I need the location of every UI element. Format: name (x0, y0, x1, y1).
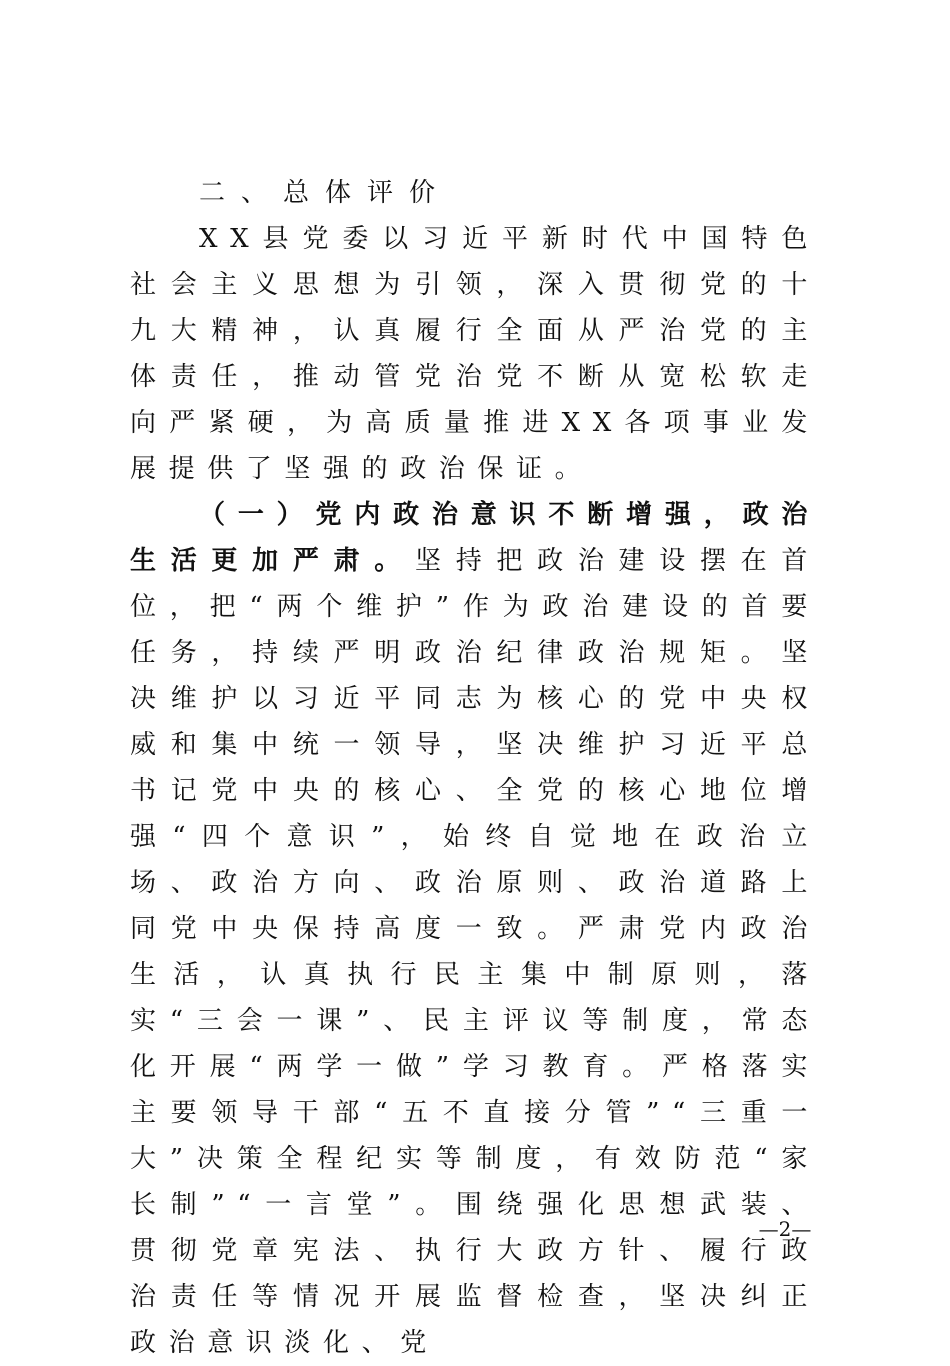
section-heading: 二、总体评价 (199, 178, 452, 208)
paragraph-body-text: 坚持把政治建设摆在首位，把“两个维护”作为政治建设的首要任务，持续严明政治纪律政治规矩。坚决维护以习近平同志为核心的党中央权威和集中统一领导，坚决维护习近平总书记党中央的核心、全党的核心地位增强“四个意识”，始终自觉地在政治立场、政治方向、政治原则、政治道路上同党中央保持高度一致。严肃党内政治生活，认真执行民主集中制原则，落实“三会一课”、民主评议等制度，常态化开展“两学一做”学习教育。严格落实主要领导干部“五不直接分管”“三重一大”决策全程纪实等制度，有效防范“家长制”“一言堂”。围绕强化思想武装、贯彻党章宪法、执行大政方针、履行政治责任等情况开展监督检查，坚决纠正政治意识淡化、党 (130, 546, 820, 1358)
paragraph-overview: XX县党委以习近平新时代中国特色社会主义思想为引领，深入贯彻党的十九大精神，认真履行全面从严治党的主体责任，推动管党治党不断从宽松软走向严紧硬，为高质量推进XX各项事业发展提供了坚强的政治保证。 (130, 224, 820, 484)
page-number: —2— (758, 1217, 812, 1241)
paragraph-lead-heading: （一）党内政治意识不断增强，政治生活更加严肃。 (130, 500, 820, 576)
document-body (130, 170, 820, 1366)
paragraph-political-awareness (130, 492, 820, 1366)
